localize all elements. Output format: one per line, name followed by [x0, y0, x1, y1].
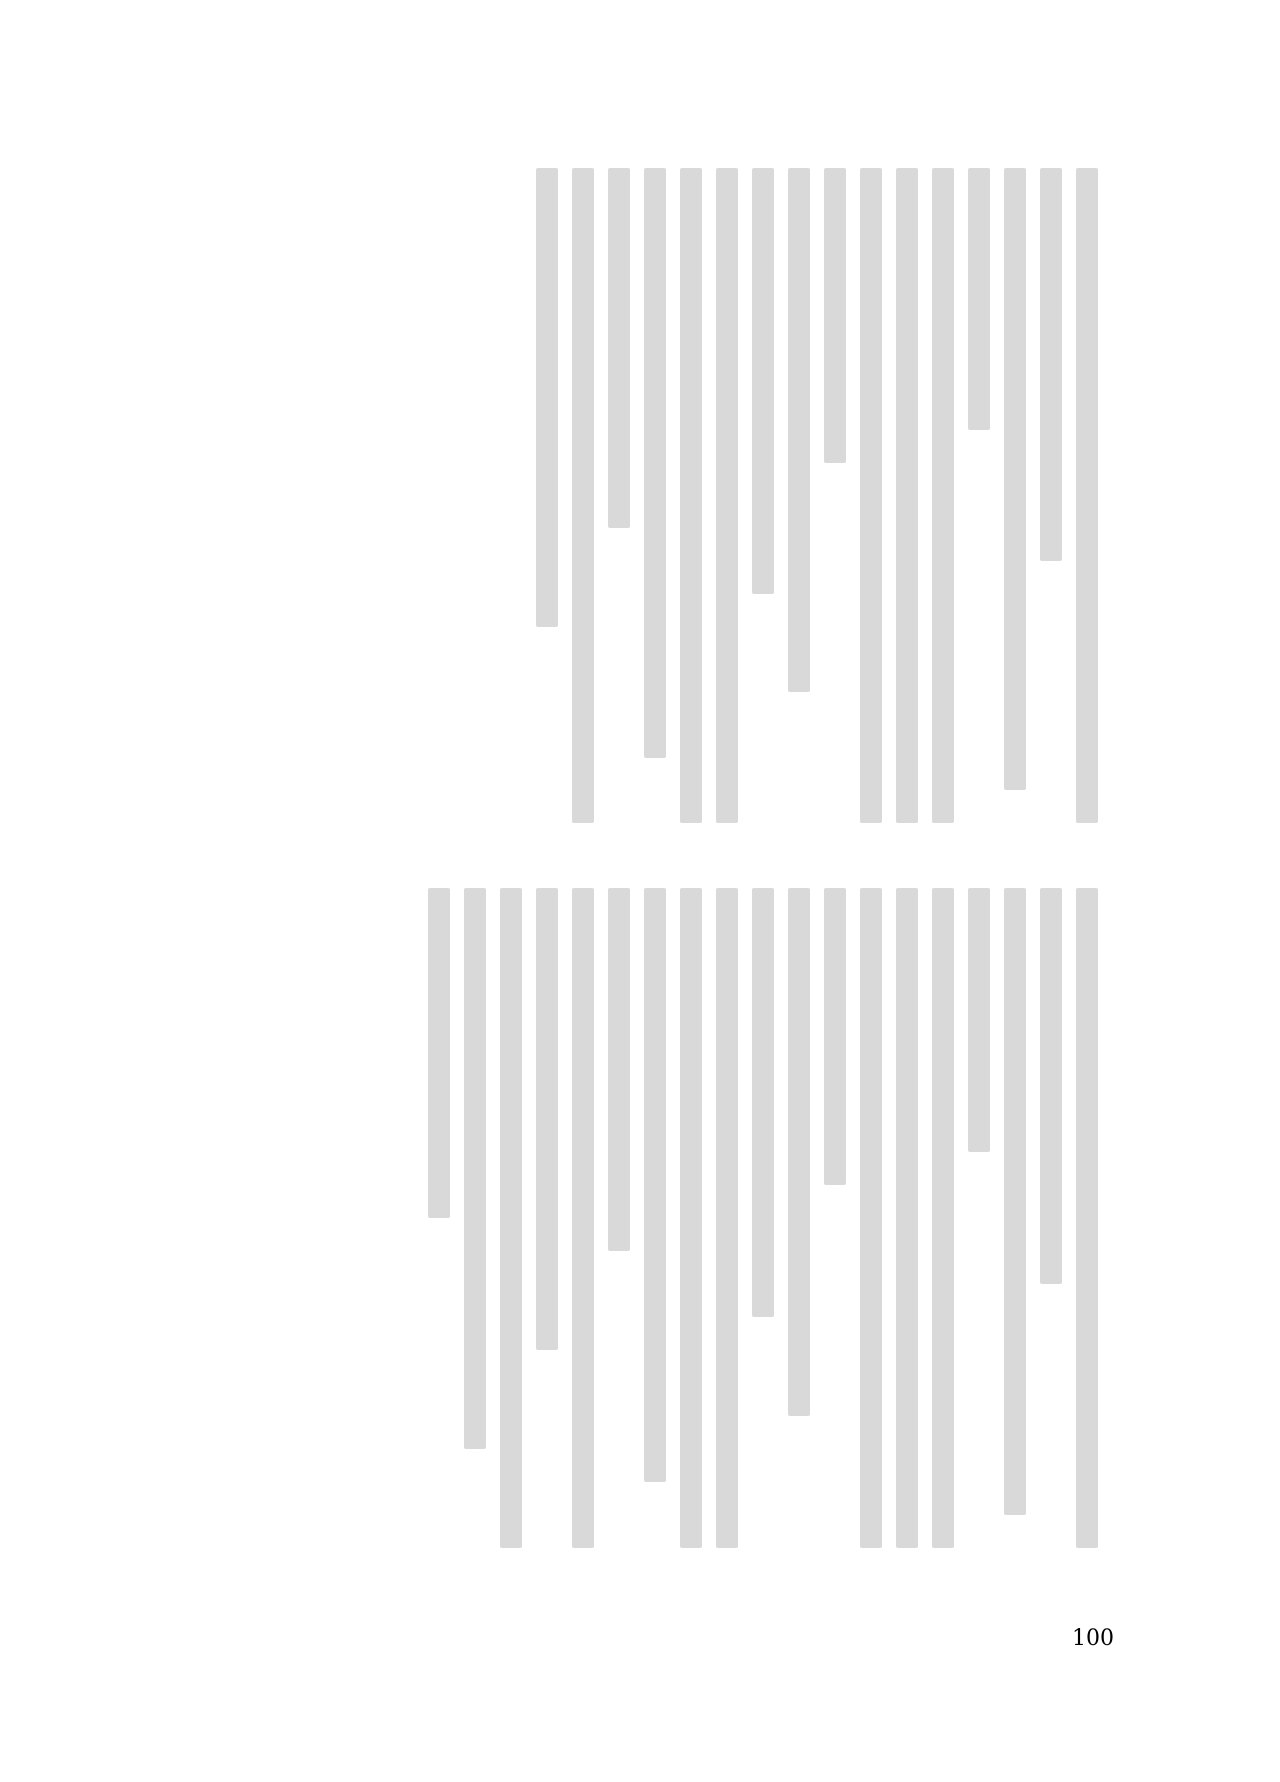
redacted-text-line: [896, 888, 918, 1548]
redacted-text-line: [716, 168, 738, 823]
redacted-text-line: [824, 168, 846, 463]
redacted-text-line: [644, 888, 666, 1482]
redacted-text-line: [788, 888, 810, 1416]
redacted-text-line: [572, 168, 594, 823]
redacted-text-line: [464, 888, 486, 1449]
redacted-text-line: [860, 888, 882, 1548]
redacted-text-line: [896, 168, 918, 823]
redacted-text-line: [932, 168, 954, 823]
lower-text-block: [248, 888, 1098, 1548]
upper-text-block: [248, 168, 1098, 823]
redacted-text-line: [608, 168, 630, 528]
redacted-text-line: [608, 888, 630, 1251]
redacted-text-line: [1076, 168, 1098, 823]
redacted-text-line: [752, 168, 774, 594]
page-number: 100: [1072, 1626, 1114, 1651]
redacted-text-line: [824, 888, 846, 1185]
redacted-text-line: [788, 168, 810, 692]
redacted-text-line: [1076, 888, 1098, 1548]
redacted-text-line: [752, 888, 774, 1317]
redacted-text-line: [716, 888, 738, 1548]
redacted-text-line: [536, 888, 558, 1350]
redacted-text-line: [968, 168, 990, 430]
redacted-text-line: [680, 168, 702, 823]
redacted-text-line: [536, 168, 558, 627]
redacted-text-line: [968, 888, 990, 1152]
redacted-text-line: [500, 888, 522, 1548]
redacted-text-line: [932, 888, 954, 1548]
redacted-text-line: [1004, 168, 1026, 790]
redacted-text-line: [1040, 168, 1062, 561]
redacted-text-line: [860, 168, 882, 823]
redacted-text-line: [428, 888, 450, 1218]
redacted-text-line: [1004, 888, 1026, 1515]
redacted-text-line: [1040, 888, 1062, 1284]
redacted-text-line: [644, 168, 666, 758]
redacted-text-line: [572, 888, 594, 1548]
redacted-text-line: [680, 888, 702, 1548]
